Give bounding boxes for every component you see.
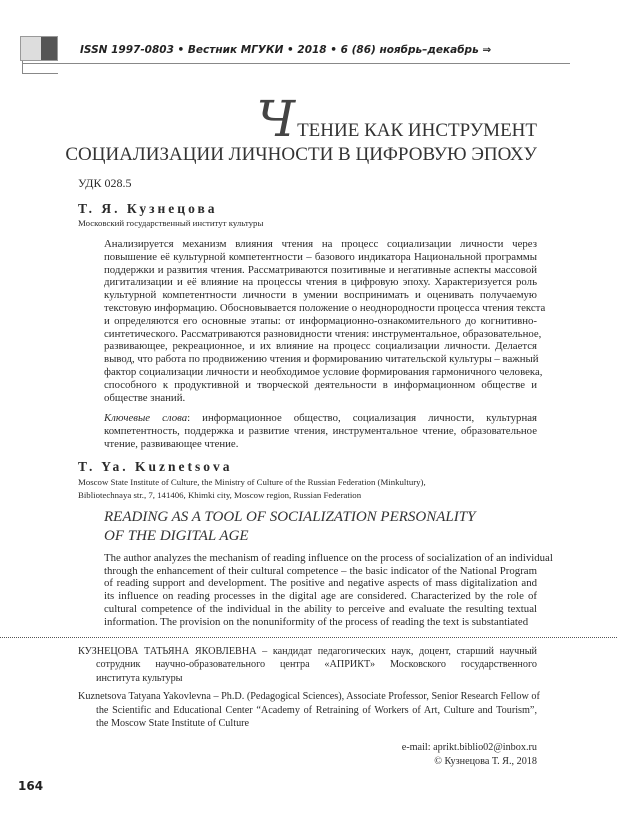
abstract-line: information. The provision on the nonuniformity of the process of reading the text is substantiated	[104, 615, 529, 628]
affiliation-line: Moscow State Institute of Culture, the Ministry of Culture of the Russian Federation (Minkultury),	[78, 476, 426, 487]
header-rule	[22, 63, 570, 64]
abstract-line: поддержки и развития чтения. Рассматриваются позитивные и негативные аспекты массовой	[104, 263, 537, 276]
affiliation-line: Bibliotechnaya str., 7, 141406, Khimki city, Moscow region, Russian Federation	[78, 489, 362, 500]
keywords-line: : информационное общество, социализация личности, культурная	[187, 412, 537, 425]
abstract-line: of reading support and development. The positive and negative aspects of mass digitalization and	[104, 577, 537, 590]
title-en-line-1: READING AS A TOOL OF SOCIALIZATION PERSONALITY	[104, 508, 476, 525]
keywords-ru	[104, 412, 537, 450]
abstract-line: культурной компетентности личности в умении воспринимать и оценивать получаемую	[104, 289, 537, 302]
abstract-line: и определяются его основные этапы: от информационно-ознакомительного до когнитивно-	[104, 314, 537, 327]
title-initial: Ч	[256, 90, 296, 148]
page-number: 164	[18, 778, 44, 793]
bio-line: Kuznetsova Tatyana Yakovlevna – Ph.D. (Pedagogical Sciences), Associate Professor, Senior Research Fellow of	[78, 691, 540, 703]
author-institute-ru: Московский государственный институт культуры	[78, 218, 264, 228]
abstract-line: повышение её культурной компетентности – базового индикатора Национальной программы	[104, 250, 537, 263]
article-title	[65, 90, 537, 166]
article-body	[0, 176, 617, 794]
abstract-line: фактор социализации личности и необходимое условие формирования гармоничного человека,	[104, 365, 543, 378]
abstract-line: обществе знаний.	[104, 391, 186, 404]
title-en-line-2: OF THE DIGITAL AGE	[104, 527, 249, 544]
keywords-line: компетентность, поддержка и развитие чтения, инструментальное чтение, образовательное	[104, 425, 537, 438]
title-line-2: СОЦИАЛИЗАЦИИ ЛИЧНОСТИ В ЦИФРОВУЮ ЭПОХУ	[65, 144, 537, 165]
abstract-line: синтетического. Рассматриваются разновидности чтения: инструментальное, образовательное,	[104, 327, 542, 340]
author-email[interactable]: e-mail: aprikt.biblio02@inbox.ru	[401, 741, 537, 753]
abstract-line: its influence on reading processes in the digital age are considered. Characterized by the role of	[104, 590, 537, 603]
keywords-line: чтение, развивающее чтение.	[104, 437, 239, 450]
keywords-label: Ключевые слова	[104, 412, 188, 425]
bio-line: КУЗНЕЦОВА ТАТЬЯНА ЯКОВЛЕВНА – кандидат педагогических наук, доцент, старший научный	[78, 645, 537, 657]
abstract-line: дигитализации и её влияние на процессы чтения в цифровую эпоху. Характеризуется роль	[104, 276, 537, 289]
abstract-line: способного к продуктивной и творческой деятельности в информационном обществе и	[104, 378, 537, 391]
abstract-line: текстовую информацию. Обосновывается положение о неоднородности процесса чтения текста	[104, 301, 546, 314]
dotted-separator	[0, 637, 617, 638]
author-affiliation-en	[78, 476, 617, 502]
bio-line: сотрудник научно-образовательного центра «АПРИКТ» Московского государственного	[96, 659, 537, 671]
title-row-1	[65, 90, 537, 148]
running-header: ISSN 1997-0803 • Вестник МГУКИ • 2018 • 6 (86) ноябрь–декабрь ⇒	[80, 44, 492, 56]
title-line-1: ТЕНИЕ КАК ИНСТРУМЕНТ	[297, 120, 537, 141]
abstract-line: through the enhancement of their cultural competence – the basic indicator of the National Program	[104, 564, 537, 577]
abstract-line: вывод, что работа по продвижению чтения и формированию читательской культуры – важный	[104, 353, 539, 366]
abstract-en	[104, 551, 553, 629]
abstract-line: The author analyzes the mechanism of reading influence on the process of socialization of an individual	[104, 551, 553, 564]
abstract-line: Анализируется механизм влияния чтения на процесс социализации личности через	[104, 238, 537, 250]
author-name-en: T. Ya. Kuznetsova	[78, 458, 233, 474]
bio-line: the Scientific and Educational Center “Academy of Retraining of Workers of Art, Culture and Tourism”,	[96, 704, 537, 716]
journal-logo	[20, 36, 58, 61]
abstract-line: развивающее, рекреационное, и их влияние на процесс социализации личности. Делается	[104, 340, 537, 353]
abstract-ru	[104, 238, 546, 404]
bio-ru	[78, 645, 537, 686]
bio-line: института культуры	[96, 672, 183, 684]
abstract-line: cultural competence of the individual in the ability to perceive and evaluate the resulting textual	[104, 602, 537, 615]
bio-line: the Moscow State Institute of Culture	[96, 718, 250, 730]
author-name-ru: Т. Я. Кузнецова	[78, 201, 218, 216]
copyright: © Кузнецова Т. Я., 2018	[434, 755, 537, 767]
bio-en	[78, 690, 540, 731]
udk: УДК 028.5	[78, 176, 132, 190]
